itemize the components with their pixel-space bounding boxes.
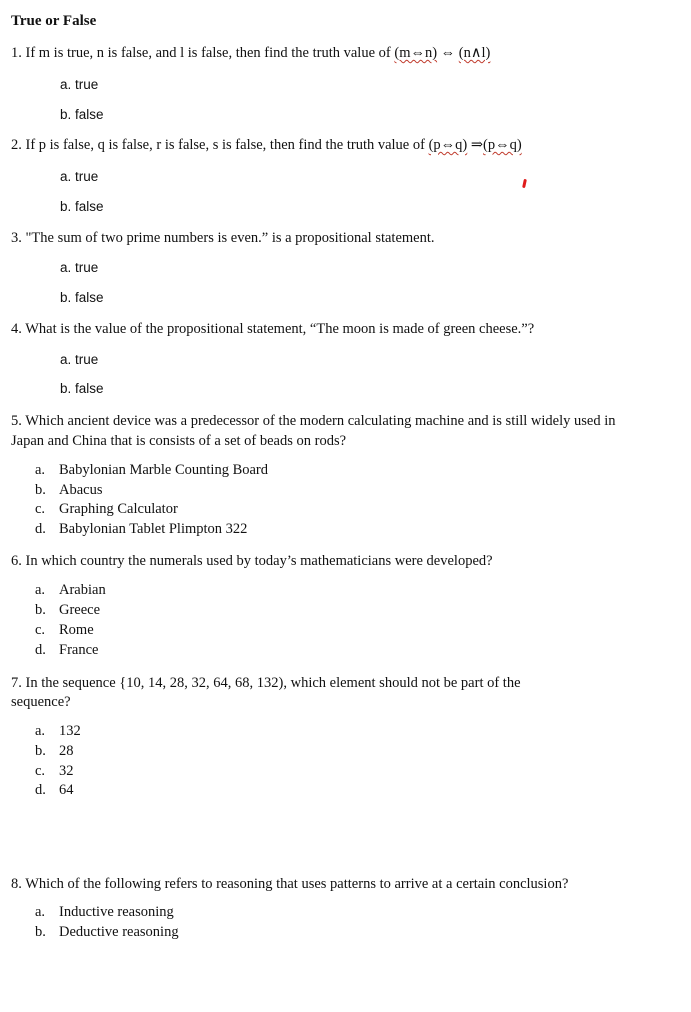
question-7-option-d[interactable] bbox=[0, 782, 691, 802]
option-text: Babylonian Tablet Plimpton 322 bbox=[59, 521, 248, 537]
option-text: false bbox=[75, 381, 104, 396]
question-2-expr-left: (p⇔q) bbox=[428, 137, 468, 153]
option-letter: a. bbox=[60, 169, 72, 184]
question-8: 8. Which of the following refers to reasoning that uses patterns to arrive at a certain conclusion? bbox=[11, 876, 569, 892]
question-8-option-b[interactable] bbox=[0, 924, 691, 944]
option-letter: c. bbox=[35, 622, 46, 638]
question-2-connective: ⇒ bbox=[467, 137, 484, 153]
option-text: true bbox=[75, 352, 99, 367]
question-5-line-1: 5. Which ancient device was a predecessor of the modern calculating machine and is still widely used in bbox=[11, 413, 616, 429]
question-4-option-b[interactable] bbox=[60, 381, 104, 396]
question-1 bbox=[11, 43, 490, 63]
option-letter: d. bbox=[35, 642, 46, 658]
option-letter: a. bbox=[35, 904, 46, 920]
question-2 bbox=[11, 135, 522, 155]
option-letter: d. bbox=[35, 782, 46, 798]
question-2-option-b[interactable] bbox=[60, 199, 104, 214]
option-text: Rome bbox=[59, 622, 94, 638]
option-text: true bbox=[75, 169, 99, 184]
question-6: 6. In which country the numerals used by today’s mathematicians were developed? bbox=[11, 553, 493, 569]
option-letter: c. bbox=[35, 501, 46, 517]
question-5-option-c[interactable] bbox=[0, 501, 691, 521]
option-text: false bbox=[75, 107, 104, 122]
question-1-option-b[interactable] bbox=[60, 107, 104, 122]
question-5-option-a[interactable] bbox=[0, 462, 691, 482]
option-text: true bbox=[75, 77, 99, 92]
question-6-option-a[interactable] bbox=[0, 582, 691, 602]
option-letter: b. bbox=[35, 482, 46, 498]
question-7-option-b[interactable] bbox=[0, 743, 691, 763]
option-text: Babylonian Marble Counting Board bbox=[59, 462, 269, 478]
option-text: Graphing Calculator bbox=[59, 501, 178, 517]
option-text: Greece bbox=[59, 602, 101, 618]
option-letter: b. bbox=[35, 924, 46, 940]
question-7-option-c[interactable] bbox=[0, 763, 691, 783]
option-letter: b. bbox=[60, 290, 72, 305]
question-4-option-a[interactable] bbox=[60, 352, 98, 367]
question-2-expr-right: (p⇔q) bbox=[483, 137, 522, 153]
option-letter: a. bbox=[35, 462, 46, 478]
option-text: Deductive reasoning bbox=[59, 924, 179, 940]
option-text: Inductive reasoning bbox=[59, 904, 174, 920]
question-3-option-b[interactable] bbox=[60, 290, 104, 305]
option-text: Arabian bbox=[59, 582, 106, 598]
question-3: 3. "The sum of two prime numbers is even.” is a propositional statement. bbox=[11, 230, 435, 246]
option-letter: a. bbox=[35, 723, 46, 739]
option-text: false bbox=[75, 290, 104, 305]
pen-mark bbox=[522, 179, 527, 188]
question-5-line-2: Japan and China that is consists of a set of beads on rods? bbox=[11, 433, 347, 449]
question-2-text: 2. If p is false, q is false, r is false, s is false, then find the truth value of bbox=[11, 137, 429, 153]
option-text: true bbox=[75, 260, 99, 275]
question-1-expr-right: (n∧l) bbox=[458, 45, 491, 61]
option-letter: a. bbox=[35, 582, 46, 598]
question-8-option-a[interactable] bbox=[0, 904, 691, 924]
question-6-option-c[interactable] bbox=[0, 622, 691, 642]
option-text: 64 bbox=[59, 782, 74, 798]
option-letter: d. bbox=[35, 521, 46, 537]
question-7-option-a[interactable] bbox=[0, 723, 691, 743]
option-text: false bbox=[75, 199, 104, 214]
option-letter: a. bbox=[60, 260, 72, 275]
page-title: True or False bbox=[11, 13, 97, 29]
option-letter: b. bbox=[60, 107, 72, 122]
option-text: Abacus bbox=[59, 482, 103, 498]
option-text: 132 bbox=[59, 723, 81, 739]
question-1-text: 1. If m is true, n is false, and l is false, then find the truth value of bbox=[11, 45, 395, 61]
question-6-option-d[interactable] bbox=[0, 642, 691, 662]
option-letter: b. bbox=[60, 381, 72, 396]
option-letter: a. bbox=[60, 77, 72, 92]
option-text: France bbox=[59, 642, 99, 658]
option-text: 28 bbox=[59, 743, 74, 759]
question-7-line-1: 7. In the sequence {10, 14, 28, 32, 64, 68, 132), which element should not be part of the bbox=[11, 675, 521, 691]
option-letter: b. bbox=[60, 199, 72, 214]
question-3-option-a[interactable] bbox=[60, 260, 98, 275]
option-letter: b. bbox=[35, 602, 46, 618]
question-7-line-2: sequence? bbox=[11, 694, 71, 710]
option-text: 32 bbox=[59, 763, 74, 779]
question-5-option-b[interactable] bbox=[0, 482, 691, 502]
question-2-option-a[interactable] bbox=[60, 169, 98, 184]
option-letter: a. bbox=[60, 352, 72, 367]
option-letter: c. bbox=[35, 763, 46, 779]
question-1-connective: ⇔ bbox=[437, 45, 459, 61]
question-1-option-a[interactable] bbox=[60, 77, 98, 92]
question-1-expr-left: (m⇔n) bbox=[394, 45, 438, 61]
question-4: 4. What is the value of the propositional statement, “The moon is made of green cheese.”? bbox=[11, 321, 535, 337]
question-5-option-d[interactable] bbox=[0, 521, 691, 541]
question-6-option-b[interactable] bbox=[0, 602, 691, 622]
option-letter: b. bbox=[35, 743, 46, 759]
